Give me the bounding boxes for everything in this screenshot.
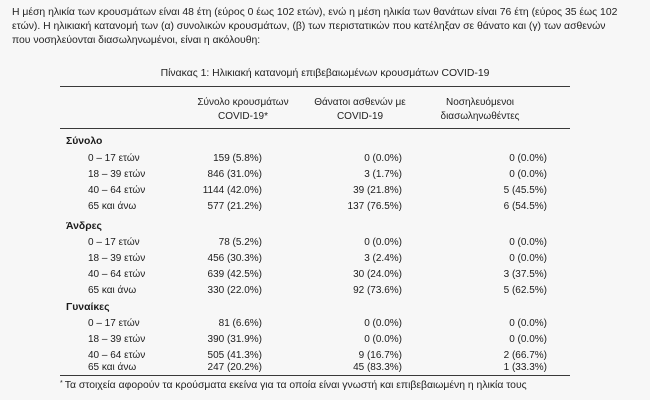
table-row: [60, 198, 570, 215]
table-row: [60, 282, 570, 299]
deaths-cell: 30 (24.0%): [353, 269, 402, 280]
table-header-rule: [60, 128, 570, 129]
table-row: [60, 250, 570, 267]
table-row: [60, 166, 570, 183]
column-header-deaths: Θάνατοι ασθενών με COVID-19: [314, 97, 406, 122]
intro-line: που νοσηλεύονται διασωληνωμένοι, είναι η ακόλουθη:: [12, 35, 261, 46]
cases-cell: 577 (21.2%): [207, 201, 262, 212]
table-row: [60, 331, 570, 348]
cases-cell: 390 (31.9%): [207, 334, 262, 345]
table-row: [60, 315, 570, 332]
age-label: 0 – 17 ετών: [88, 318, 140, 329]
cases-cell: 505 (41.3%): [207, 350, 262, 361]
intubated-cell: 0 (0.0%): [509, 237, 547, 248]
footnote-mark: *: [60, 380, 63, 387]
group-heading-men: Άνδρες: [66, 221, 102, 232]
deaths-cell: 0 (0.0%): [364, 318, 402, 329]
deaths-cell: 137 (76.5%): [347, 201, 402, 212]
group-heading-women: Γυναίκες: [66, 302, 110, 313]
cases-cell: 159 (5.8%): [213, 153, 262, 164]
age-label: 65 και άνω: [88, 201, 137, 212]
table-row: [60, 234, 570, 251]
age-label: 18 – 39 ετών: [88, 169, 146, 180]
intro-paragraph: [12, 6, 640, 48]
table-top-rule: [60, 86, 570, 87]
intubated-cell: 1 (33.3%): [503, 362, 547, 373]
intubated-cell: 0 (0.0%): [509, 153, 547, 164]
cases-cell: 846 (31.0%): [207, 169, 262, 180]
age-label: 65 και άνω: [88, 285, 137, 296]
footnote: [60, 380, 527, 391]
intubated-cell: 5 (45.5%): [503, 185, 547, 196]
age-label: 18 – 39 ετών: [88, 334, 146, 345]
intubated-cell: 0 (0.0%): [509, 318, 547, 329]
cases-cell: 639 (42.5%): [207, 269, 262, 280]
group-heading-total: Σύνολο: [66, 136, 103, 147]
table-row: [60, 182, 570, 199]
column-header-intubated: Νοσηλευόμενοι διασωληνωθέντες: [440, 97, 520, 122]
footnote-text: Τα στοιχεία αφορούν τα κρούσματα εκείνα για τα οποία είναι γνωστή και επιβεβαιωμένη η ηλικία τους: [64, 380, 527, 391]
cases-cell: 1144 (42.0%): [202, 185, 262, 196]
deaths-cell: 0 (0.0%): [364, 153, 402, 164]
intro-line: ετών). Η ηλικιακή κατανομή των (α) συνολικών κρουσμάτων, (β) των περιστατικών που κατέληξαν σε θάνατο και (γ) των ασθενών: [12, 21, 606, 32]
age-label: 65 και άνω: [88, 362, 137, 373]
intubated-cell: 3 (37.5%): [503, 269, 547, 280]
cases-cell: 247 (20.2%): [207, 362, 262, 373]
intubated-cell: 6 (54.5%): [503, 201, 547, 212]
deaths-cell: 0 (0.0%): [364, 334, 402, 345]
age-label: 18 – 39 ετών: [88, 253, 146, 264]
deaths-cell: 3 (1.7%): [364, 169, 402, 180]
table-caption: Πίνακας 1: Ηλικιακή κατανομή επιβεβαιωμένων κρουσμάτων COVID-19: [160, 68, 490, 79]
age-label: 40 – 64 ετών: [88, 269, 146, 280]
deaths-cell: 92 (73.6%): [353, 285, 402, 296]
cases-cell: 330 (22.0%): [207, 285, 262, 296]
deaths-cell: 3 (2.4%): [364, 253, 402, 264]
table-bottom-rule: [60, 375, 570, 376]
intubated-cell: 0 (0.0%): [509, 169, 547, 180]
column-header-total-cases: Σύνολο κρουσμάτων COVID-19*: [197, 97, 289, 122]
table-row: [60, 266, 570, 283]
deaths-cell: 39 (21.8%): [353, 185, 402, 196]
cases-cell: 78 (5.2%): [218, 237, 262, 248]
cases-cell: 81 (6.6%): [218, 318, 262, 329]
intubated-cell: 2 (66.7%): [503, 350, 547, 361]
intro-line: Η μέση ηλικία των κρουσμάτων είναι 48 έτη (εύρος 0 έως 102 ετών), ενώ η μέση ηλικία των θανάτων είναι 76 έτη (εύρος 35 έως 102: [12, 7, 618, 18]
table-row: [60, 150, 570, 167]
age-label: 0 – 17 ετών: [88, 153, 140, 164]
deaths-cell: 9 (16.7%): [358, 350, 402, 361]
age-label: 0 – 17 ετών: [88, 237, 140, 248]
table-row: [60, 359, 570, 376]
intubated-cell: 0 (0.0%): [509, 334, 547, 345]
deaths-cell: 45 (83.3%): [353, 362, 402, 373]
age-label: 40 – 64 ετών: [88, 185, 146, 196]
deaths-cell: 0 (0.0%): [364, 237, 402, 248]
intubated-cell: 0 (0.0%): [509, 253, 547, 264]
age-label: 40 – 64 ετών: [88, 350, 146, 361]
cases-cell: 456 (30.3%): [207, 253, 262, 264]
intubated-cell: 5 (62.5%): [503, 285, 547, 296]
